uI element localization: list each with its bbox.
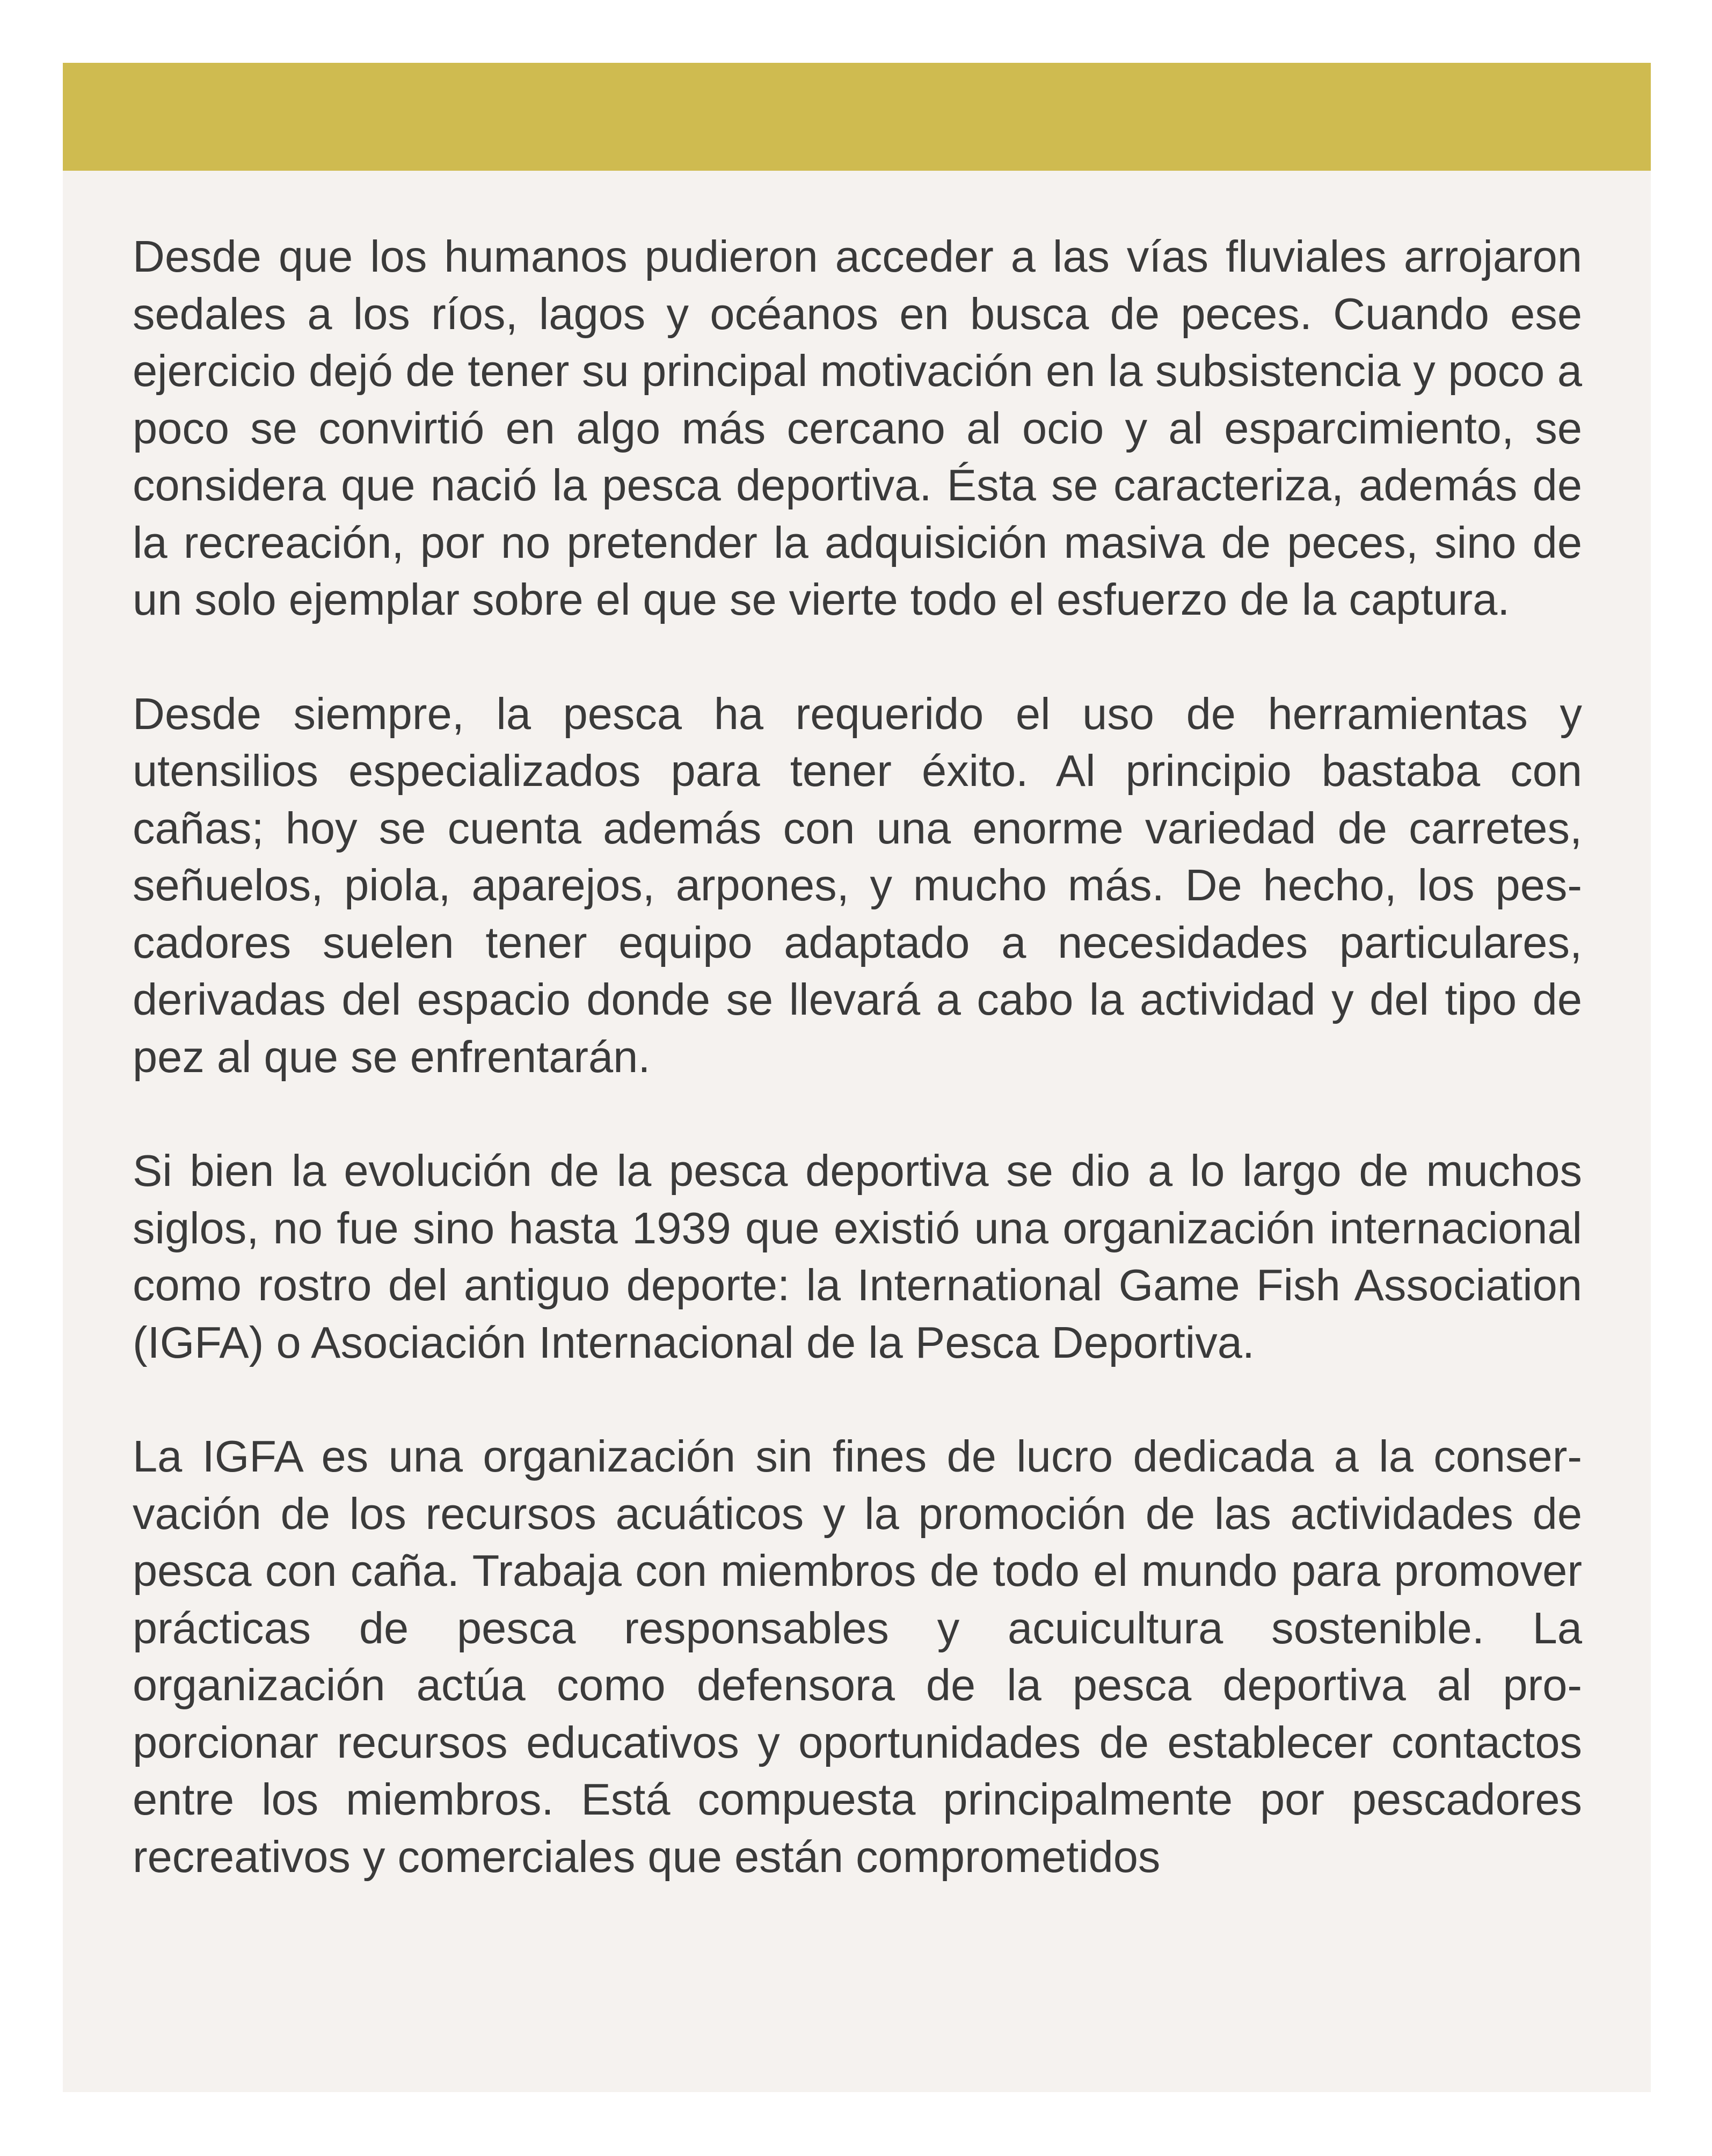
paragraph-3: Si bien la evolución de la pesca deportiva se dio a lo largo de muchos siglos, no fue sino hasta 1939 que existió una organización internacional como rostro del antiguo deporte: la International Game Fish Association (IGFA) o Asociación Internacional de la Pesca Deportiva.	[133, 1146, 1582, 1367]
paragraph-4: La IGFA es una organización sin fines de lucro dedicada a la conservación de los recursos acuáticos y la promoción de las actividades de pesca con caña. Trabaja con miembros de todo el mundo para promover prácticas de pesca responsables y acuicultura sostenible. La organización actúa como defensora de la pesca deportiva al proporcionar recursos educativos y oportunidades de establecer contactos entre los miembros. Está compuesta principalmente por pescadores recreativos y comerciales que están comprometidos	[133, 1431, 1582, 1882]
page-card	[63, 63, 1651, 2092]
article-body	[133, 228, 1582, 1885]
paragraph-1: Desde que los humanos pudieron acceder a las vías fluviales arrojaron sedales a los ríos, lagos y océanos en busca de peces. Cuando ese ejercicio dejó de tener su principal motivación en la subsistencia y poco a poco se convirtió en algo más cercano al ocio y al esparcimiento, se considera que nació la pesca deportiva. Ésta se caracteriza, además de la recreación, por no pretender la adquisición masiva de peces, sino de un solo ejemplar sobre el que se vierte todo el esfuerzo de la captura.	[133, 231, 1582, 624]
header-color-band	[63, 63, 1651, 171]
paragraph-2: Desde siempre, la pesca ha requerido el uso de herramientas y utensilios especializados para tener éxito. Al principio bastaba con cañas; hoy se cuenta además con una enorme variedad de carretes, señuelos, piola, aparejos, arpones, y mucho más. De hecho, los pescadores suelen tener equipo adaptado a necesidades particulares, derivadas del espacio donde se llevará a cabo la actividad y del tipo de pez al que se enfrentarán.	[133, 688, 1582, 1082]
